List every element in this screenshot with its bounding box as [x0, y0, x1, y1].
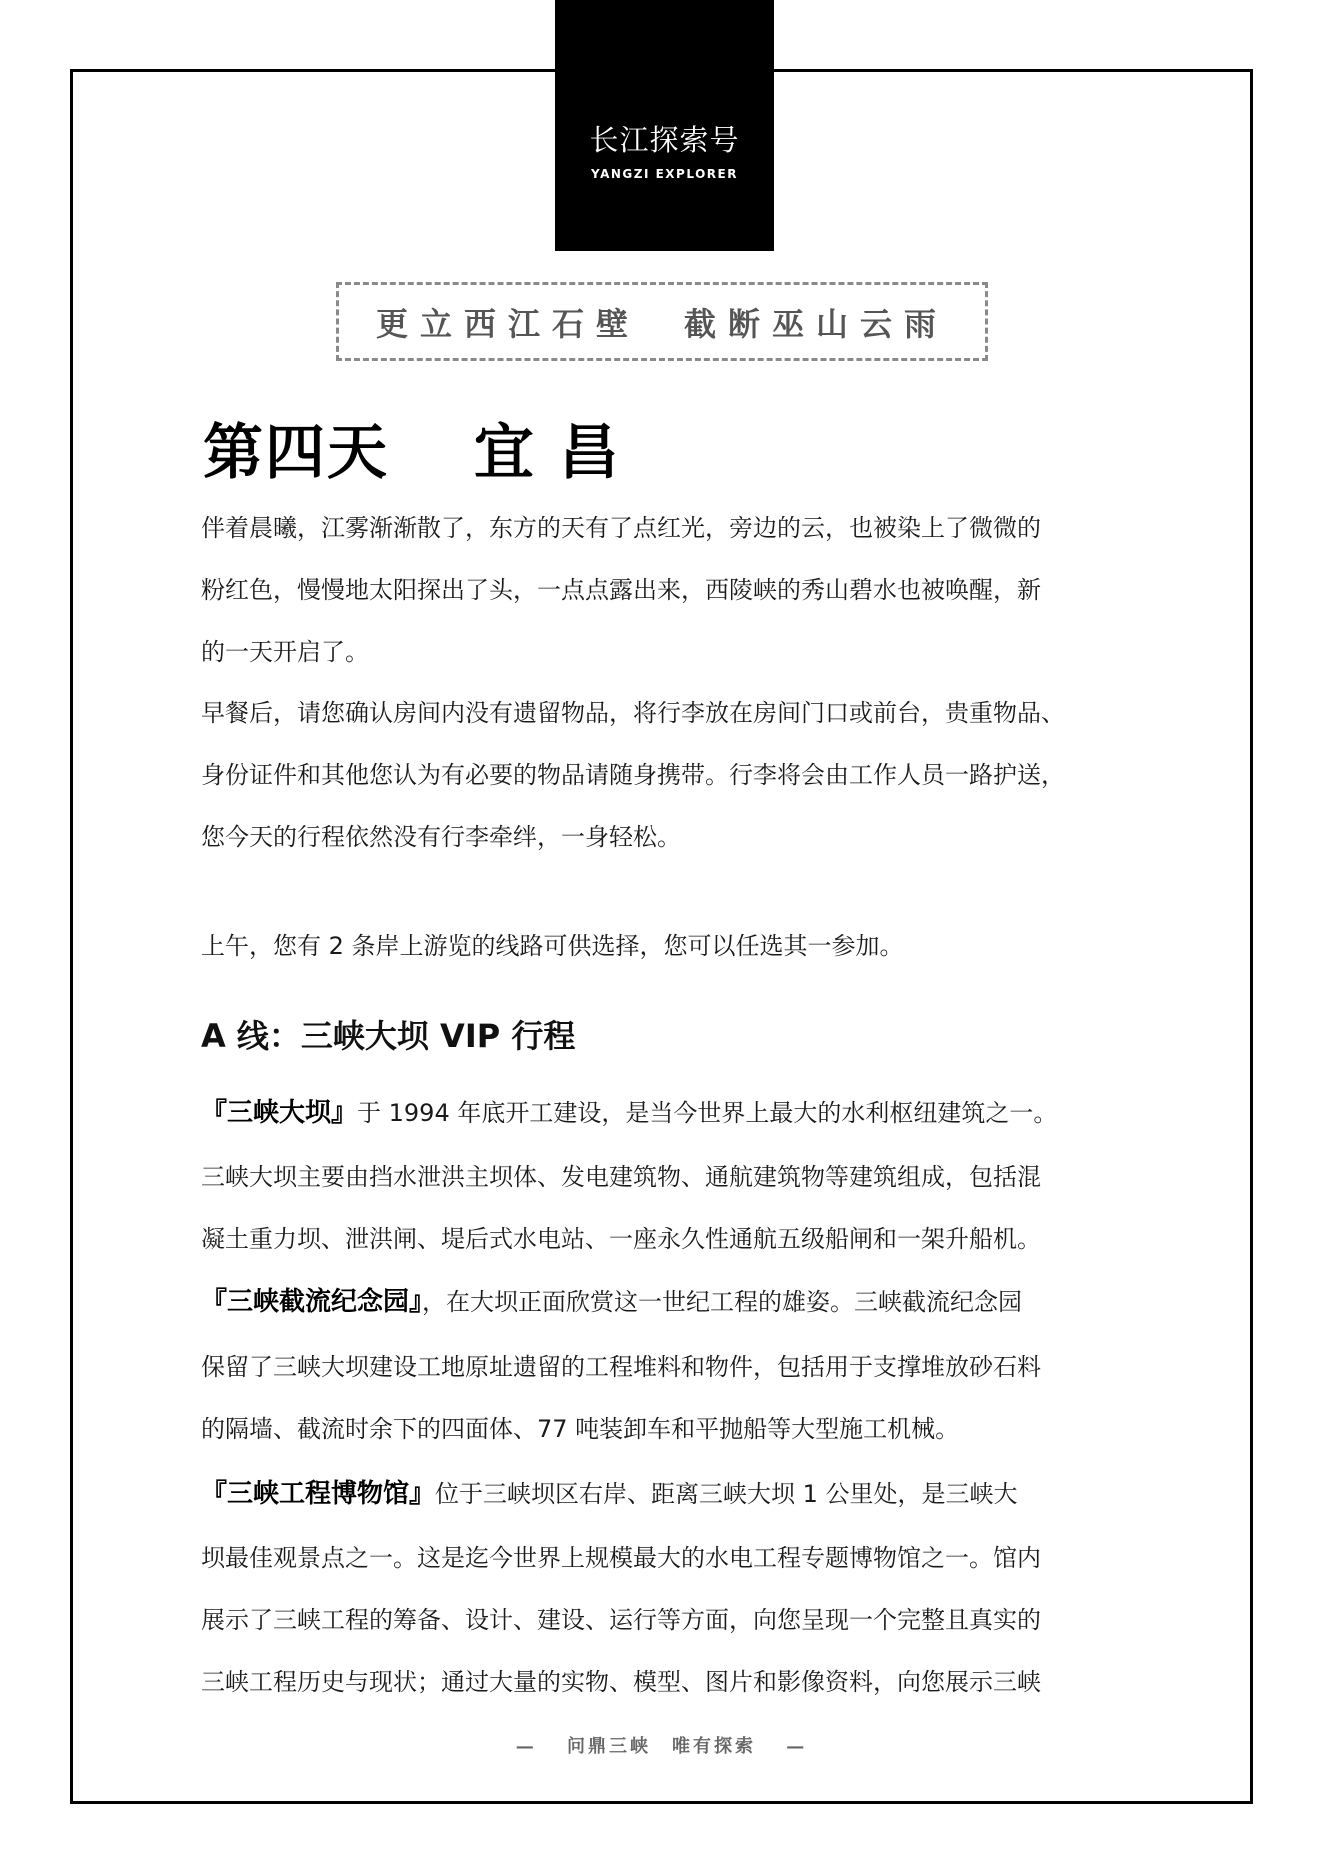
- site-first-line: [201, 1479, 1018, 1509]
- site-name: 『三峡截流纪念园』: [201, 1287, 423, 1317]
- site-line: 展示了三峡工程的筹备、设计、建设、运行等方面，向您呈现一个完整且真实的: [201, 1606, 1041, 1634]
- notice-line: 您今天的行程依然没有行李牵绊，一身轻松。: [201, 823, 681, 851]
- logo-english-name: YANGZI EXPLORER: [591, 167, 738, 181]
- site-line: 保留了三峡大坝建设工地原址遗留的工程堆料和物件，包括用于支撑堆放砂石料: [201, 1353, 1041, 1381]
- brand-logo: [555, 0, 774, 251]
- slogan-banner: 更立西江石壁 截断巫山云雨: [336, 282, 988, 361]
- options-line: 上午，您有 2 条岸上游览的线路可供选择，您可以任选其一参加。: [201, 932, 904, 960]
- site-text: 于 1994 年底开工建设，是当今世界上最大的水利枢纽建筑之一。: [357, 1099, 1058, 1127]
- notice-line: 早餐后，请您确认房间内没有遗留物品，将行李放在房间门口或前台，贵重物品、: [201, 699, 1065, 727]
- footer-tagline: — 问鼎三峡 唯有探索 —: [515, 1736, 808, 1757]
- intro-line: 粉红色，慢慢地太阳探出了头，一点点露出来，西陵峡的秀山碧水也被唤醒，新: [201, 576, 1041, 604]
- site-first-line: [201, 1287, 1022, 1317]
- site-line: 坝最佳观景点之一。这是迄今世界上规模最大的水电工程专题博物馆之一。馆内: [201, 1544, 1041, 1572]
- page-title: 第四天 宜 昌: [203, 418, 621, 488]
- logo-chinese-name: 长江探索号: [589, 123, 740, 157]
- notice-line: 身份证件和其他您认为有必要的物品请随身携带。行李将会由工作人员一路护送，: [201, 761, 1065, 789]
- intro-line: 伴着晨曦，江雾渐渐散了，东方的天有了点红光，旁边的云，也被染上了微微的: [201, 514, 1041, 542]
- site-name: 『三峡大坝』: [201, 1098, 358, 1128]
- site-first-line: [201, 1098, 1057, 1128]
- site-text: 位于三峡坝区右岸、距离三峡大坝 1 公里处，是三峡大: [435, 1480, 1018, 1508]
- site-line: 三峡大坝主要由挡水泄洪主坝体、发电建筑物、通航建筑物等建筑组成，包括混: [201, 1163, 1041, 1191]
- site-line: 凝土重力坝、泄洪闸、堤后式水电站、一座永久性通航五级船闸和一架升船机。: [201, 1225, 1041, 1253]
- site-text: ，在大坝正面欣赏这一世纪工程的雄姿。三峡截流纪念园: [422, 1288, 1023, 1316]
- intro-line: 的一天开启了。: [201, 638, 369, 666]
- site-name: 『三峡工程博物馆』: [201, 1479, 436, 1509]
- site-line: 的隔墙、截流时余下的四面体、77 吨装卸车和平抛船等大型施工机械。: [201, 1415, 960, 1443]
- site-line: 三峡工程历史与现状；通过大量的实物、模型、图片和影像资料，向您展示三峡: [201, 1668, 1041, 1696]
- route-a-heading: A 线：三峡大坝 VIP 行程: [201, 1017, 576, 1055]
